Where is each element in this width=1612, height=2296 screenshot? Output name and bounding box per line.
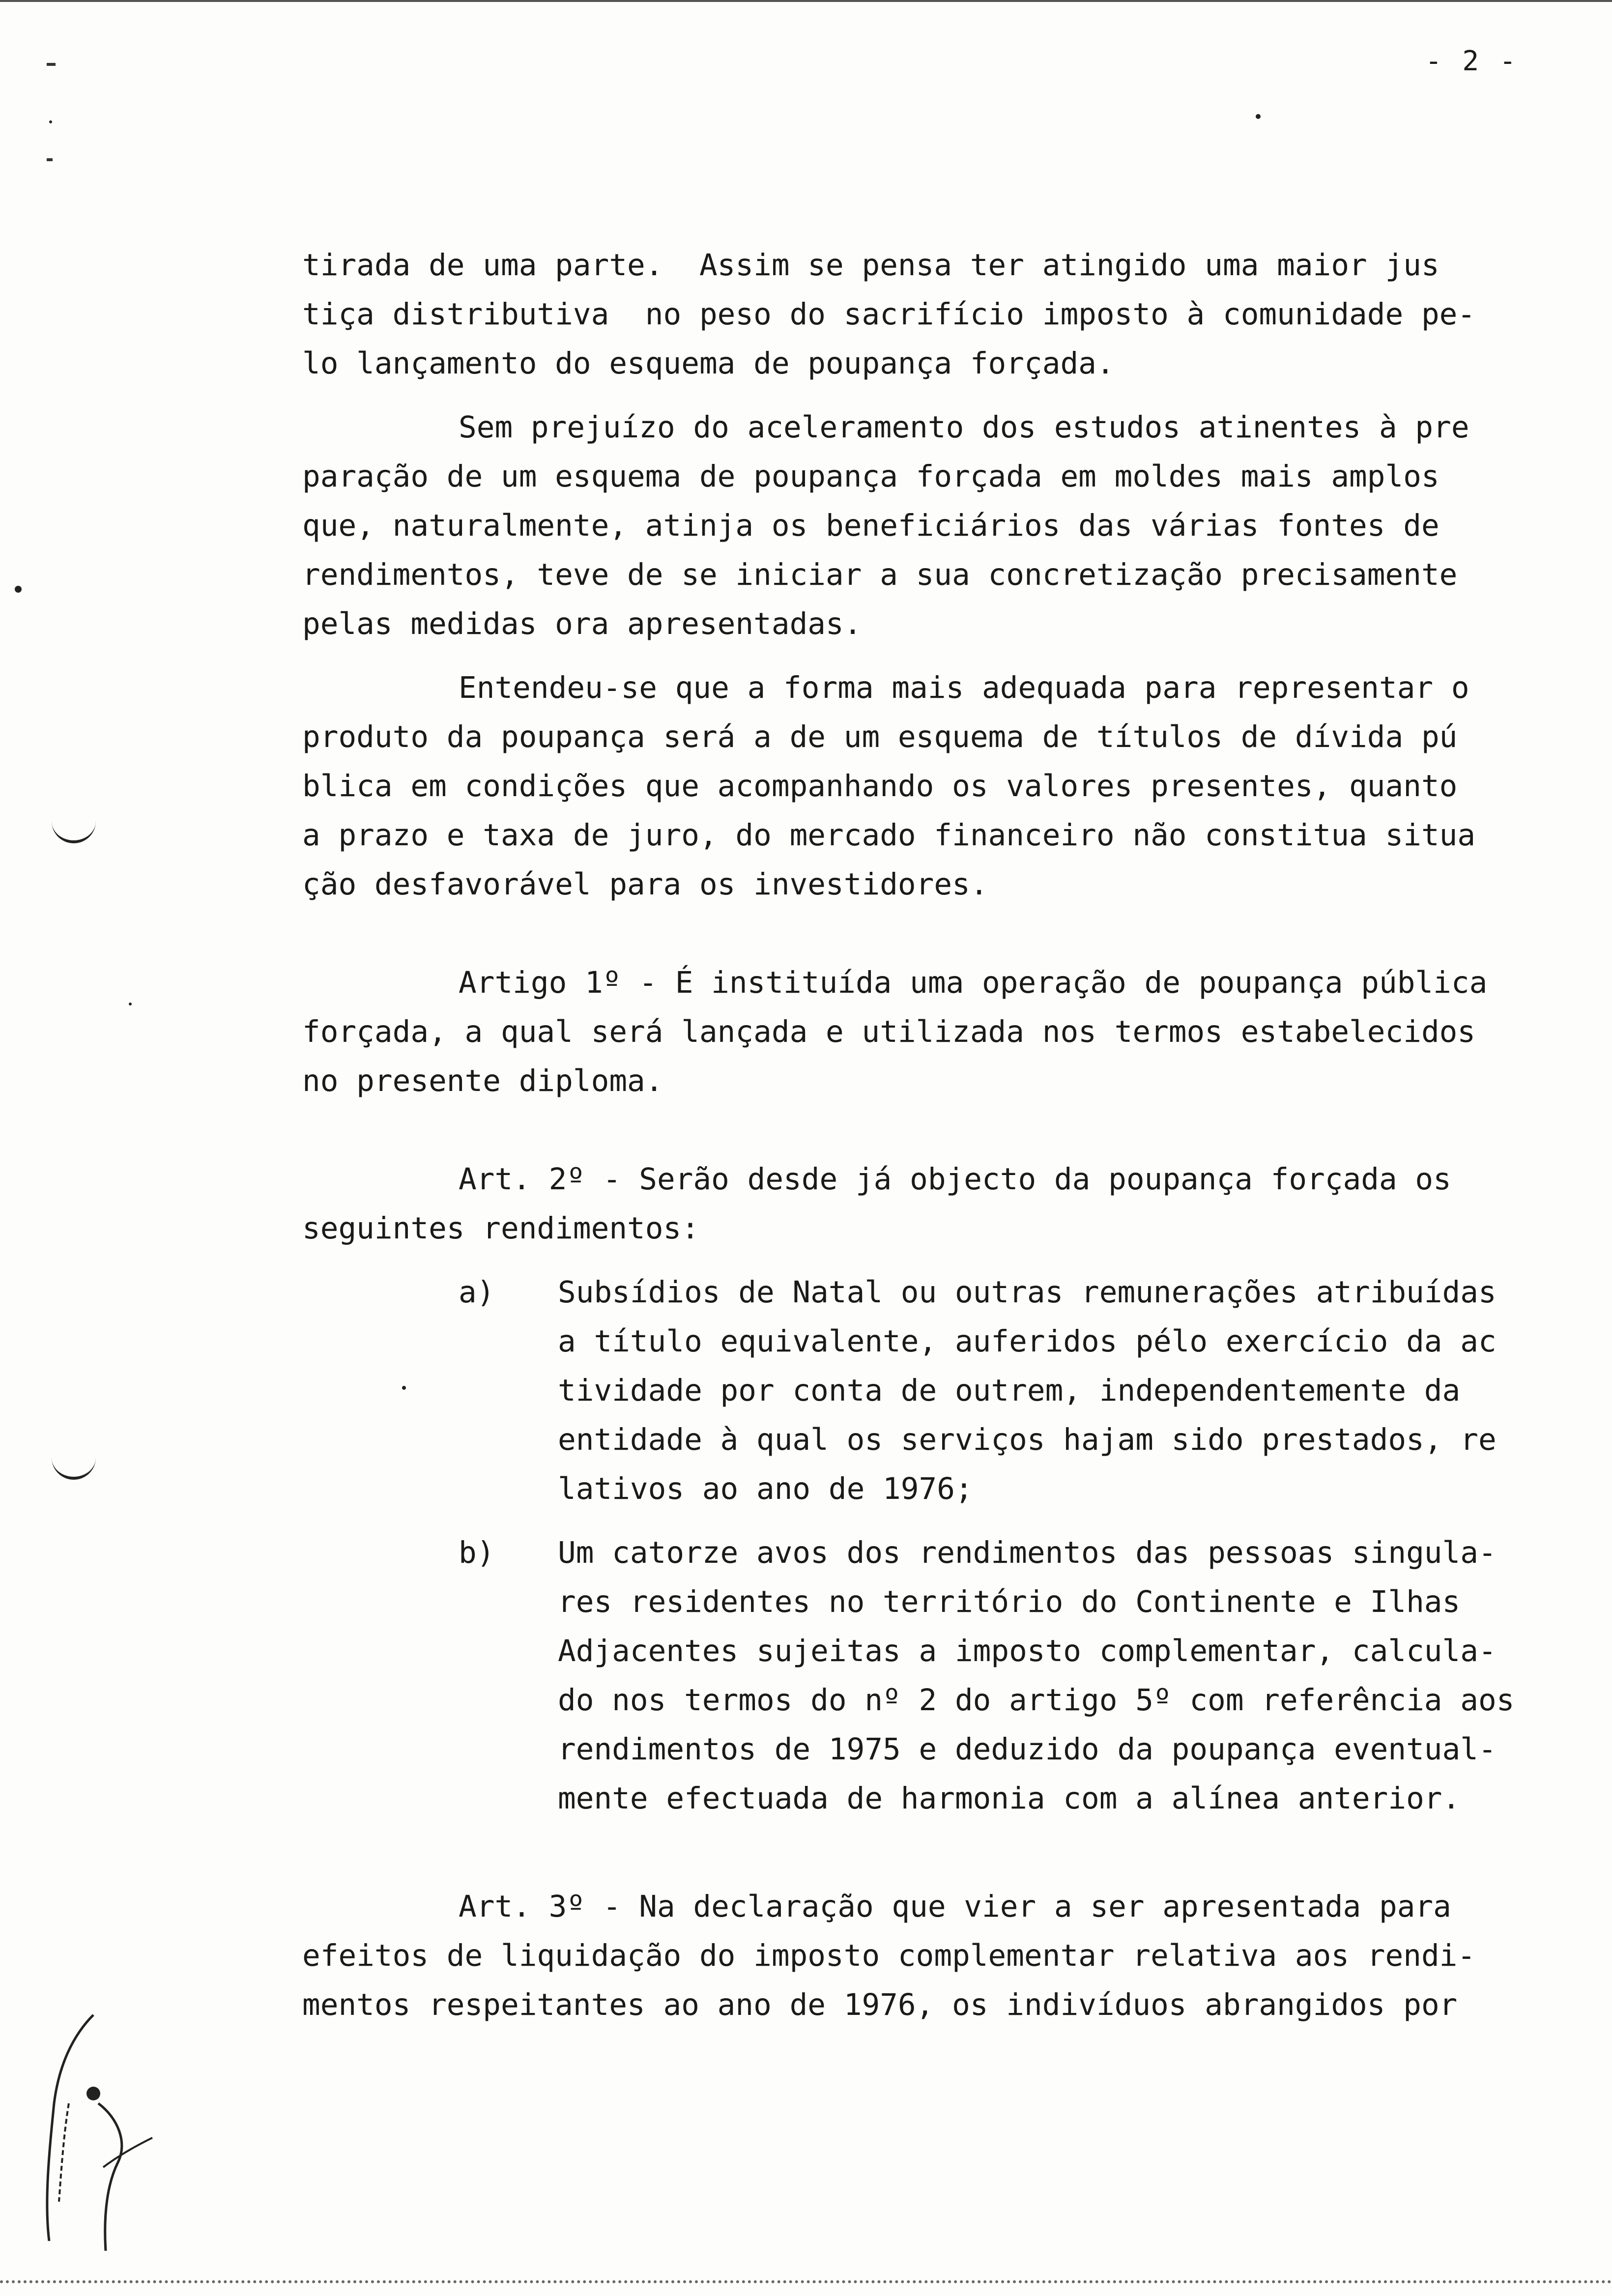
list-item-text: Um catorze avos dos rendimentos das pessoas singula-: [558, 1535, 1497, 1570]
margin-mark: [47, 158, 53, 161]
list-item-text: do nos termos do nº 2 do artigo 5º com referência aos: [558, 1683, 1515, 1718]
text-line: lo lançamento do esquema de poupança forçada.: [302, 346, 1115, 381]
text-line: tirada de uma parte. Assim se pensa ter atingido uma maior jus: [302, 248, 1439, 283]
text-line: rendimentos, teve de se iniciar a sua concretização precisamente: [302, 557, 1458, 592]
margin-dot: [49, 120, 52, 123]
page-number: - 2 -: [1425, 45, 1518, 77]
text-line: mentos respeitantes ao ano de 1976, os indivíduos abrangidos por: [302, 1987, 1458, 2022]
list-item-text: mente efectuada de harmonia com a alínea anterior.: [558, 1781, 1461, 1816]
handwritten-initials-signature: [20, 2005, 157, 2261]
text-line: paração de um esquema de poupança forçada em moldes mais amplos: [302, 459, 1439, 494]
text-line: tiça distributiva no peso do sacrifício imposto à comunidade pe-: [302, 297, 1476, 332]
list-item-text: lativos ao ano de 1976;: [558, 1471, 973, 1506]
list-item-text: tividade por conta de outrem, independentemente da: [558, 1373, 1461, 1408]
punch-hole-mark: [52, 816, 96, 843]
list-item-label: a): [459, 1275, 495, 1310]
text-line: no presente diploma.: [302, 1063, 663, 1098]
text-line: blica em condições que acompanhando os valores presentes, quanto: [302, 769, 1458, 804]
top-edge-rule: [0, 0, 1612, 2]
text-line: que, naturalmente, atinja os beneficiários das várias fontes de: [302, 508, 1439, 543]
text-line: a prazo e taxa de juro, do mercado financeiro não constitua situa: [302, 818, 1476, 853]
document-body: [302, 241, 1590, 2030]
list-item-text: a título equivalente, auferidos pélo exercício da ac: [558, 1324, 1497, 1359]
text-line: Sem prejuízo do aceleramento dos estudos atinentes à pre: [459, 410, 1469, 445]
list-item-label: b): [459, 1535, 495, 1570]
margin-dot: [1256, 114, 1261, 119]
text-line: efeitos de liquidação do imposto complementar relativa aos rendi-: [302, 1938, 1476, 1973]
text-line: pelas medidas ora apresentadas.: [302, 606, 862, 641]
list-item-a-first-line: [302, 1268, 1590, 1317]
punch-hole-mark: [52, 1452, 96, 1480]
text-line: seguintes rendimentos:: [302, 1211, 699, 1246]
list-item-text: res residentes no território do Continente e Ilhas: [558, 1584, 1461, 1619]
text-line: produto da poupança será a de um esquema de títulos de dívida pú: [302, 719, 1458, 754]
text-line: Entendeu-se que a forma mais adequada para representar o: [459, 670, 1469, 705]
margin-dot: [15, 586, 22, 593]
list-item-text: Adjacentes sujeitas a imposto complementar, calcula-: [558, 1634, 1497, 1668]
margin-dot: [402, 1386, 406, 1390]
text-line: forçada, a qual será lançada e utilizada nos termos estabelecidos: [302, 1014, 1476, 1049]
article-1-heading: Artigo 1º - É instituída uma operação de poupança pública: [459, 965, 1488, 1000]
list-item-text: rendimentos de 1975 e deduzido da poupança eventual-: [558, 1732, 1497, 1767]
list-item-text: Subsídios de Natal ou outras remunerações atribuídas: [558, 1275, 1497, 1310]
list-item-text: entidade à qual os serviços hajam sido prestados, re: [558, 1422, 1497, 1457]
article-3-heading: Art. 3º - Na declaração que vier a ser apresentada para: [459, 1889, 1451, 1924]
article-2-heading: Art. 2º - Serão desde já objecto da poupança forçada os: [459, 1162, 1451, 1197]
list-item-b-first-line: [302, 1528, 1590, 1578]
margin-mark: [47, 63, 56, 66]
bottom-edge-rule: [0, 2280, 1612, 2283]
text-line: ção desfavorável para os investidores.: [302, 867, 988, 902]
margin-dot: [129, 1003, 132, 1005]
